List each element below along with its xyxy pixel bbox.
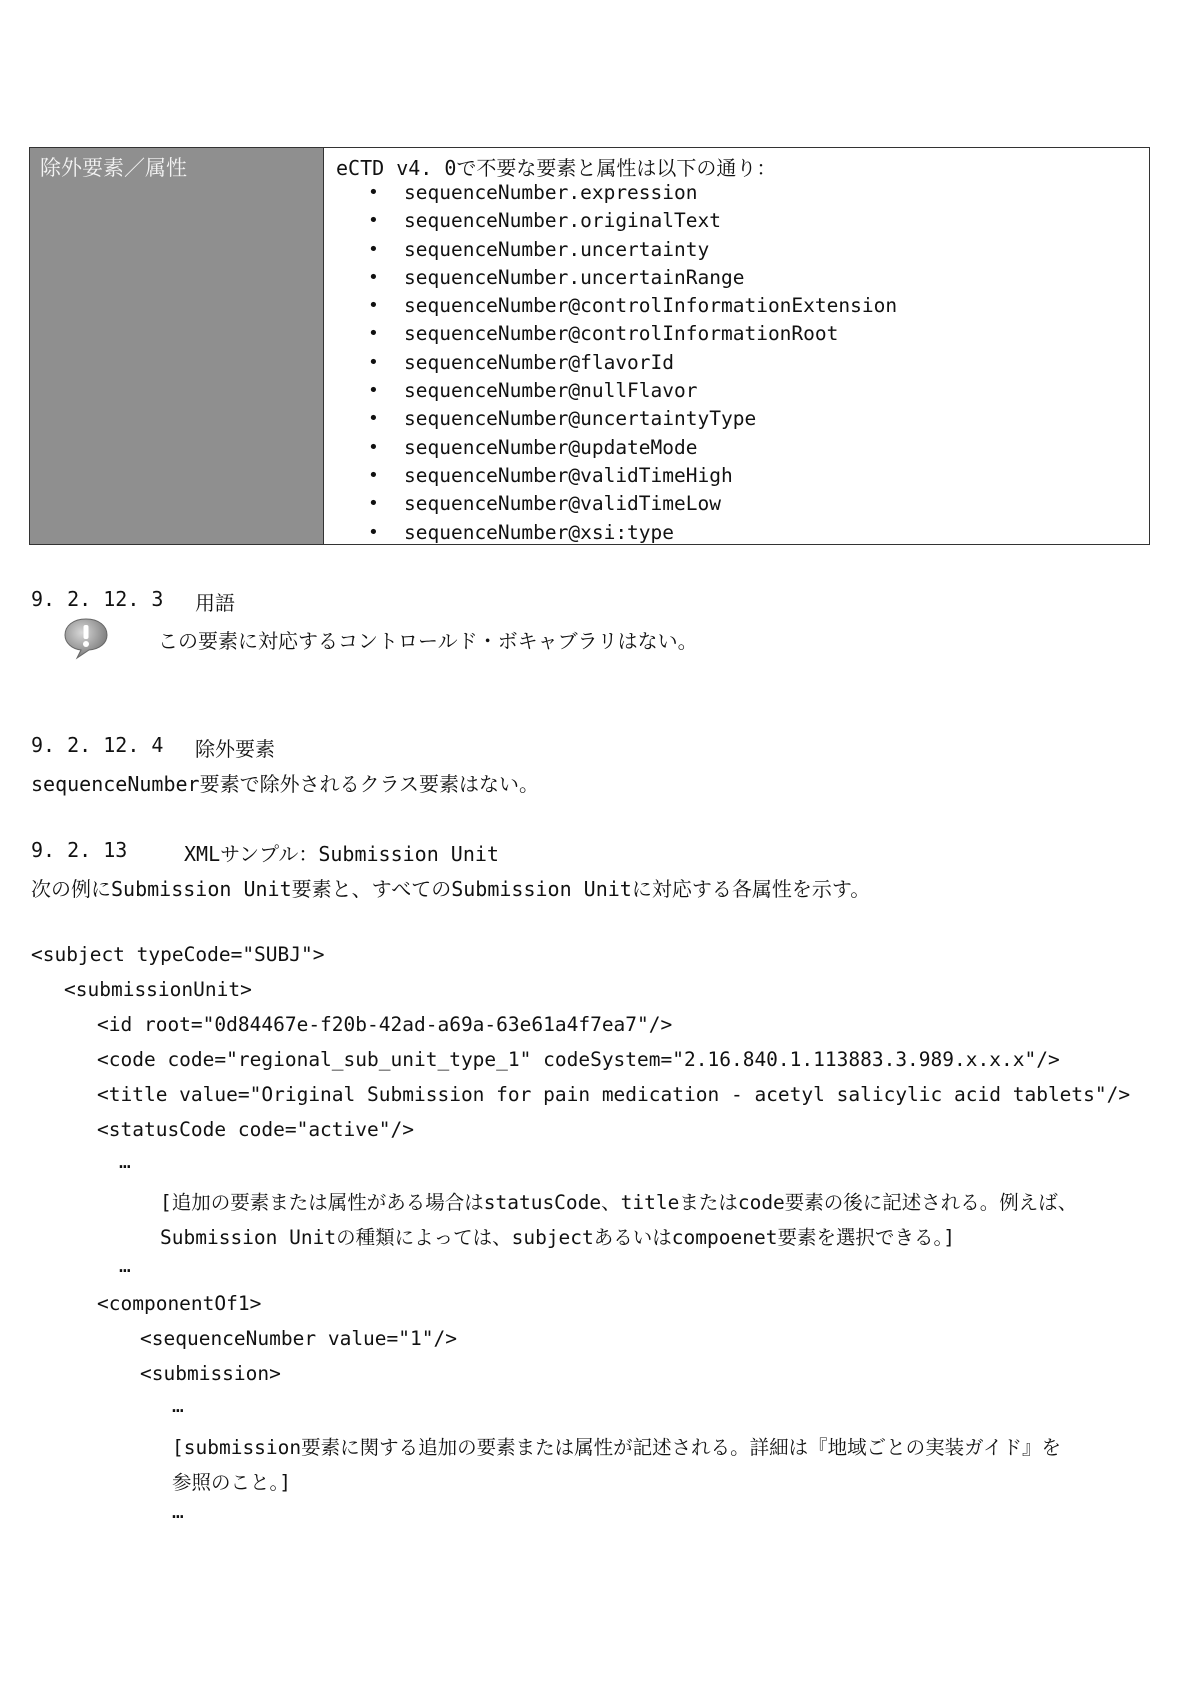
- excluded-item-text: sequenceNumber.uncertainty: [404, 237, 710, 261]
- excluded-item-text: sequenceNumber@validTimeLow: [404, 492, 721, 516]
- excluded-body: sequenceNumber要素で除外されるクラス要素はない。: [31, 772, 539, 796]
- table-label: 除外要素／属性: [40, 156, 187, 180]
- excluded-item-text: sequenceNumber@controlInformationExtension: [404, 294, 898, 318]
- excluded-item-text: sequenceNumber.expression: [404, 181, 698, 204]
- excluded-item: [324, 377, 897, 405]
- sample-body: 次の例にSubmission Unit要素と、すべてのSubmission Unitに対応する各属性を示す。: [31, 877, 871, 901]
- excluded-item: [324, 179, 897, 207]
- code-note: 参照のこと。]: [172, 1471, 291, 1494]
- excluded-list: [324, 179, 897, 547]
- code-line: <statusCode code="active"/>: [97, 1118, 414, 1141]
- excluded-item-text: sequenceNumber@xsi:type: [404, 520, 675, 544]
- section-number-terms: 9. 2. 12. 3: [31, 587, 164, 611]
- section-number-sample: 9. 2. 13: [31, 838, 128, 862]
- code-line: <sequenceNumber value="1"/>: [140, 1327, 457, 1350]
- section-number-excluded: 9. 2. 12. 4: [31, 733, 164, 757]
- bullet-marker: •: [368, 323, 379, 345]
- bullet-marker: •: [368, 493, 379, 515]
- excluded-item-text: sequenceNumber@nullFlavor: [404, 379, 698, 403]
- excluded-item: [324, 349, 897, 377]
- excluded-item: [324, 462, 897, 490]
- excluded-item: [324, 405, 897, 433]
- code-line: <componentOf1>: [97, 1292, 262, 1315]
- code-line: <title value="Original Submission for pain medication - acetyl salicylic acid tablets"/>: [97, 1083, 1131, 1106]
- code-note: [submission要素に関する追加の要素または属性が記述される。詳細は『地域ごとの実装ガイド』を: [172, 1436, 1062, 1459]
- excluded-item: [324, 490, 897, 518]
- section-title-excluded: 除外要素: [195, 737, 275, 761]
- table-label-cell: [30, 148, 324, 544]
- code-note: [追加の要素または属性がある場合はstatusCode、titleまたはcode要素の後に記述される。例えば、: [160, 1191, 1078, 1214]
- code-line: <id root="0d84467e-f20b-42ad-a69a-63e61a4f7ea7"/>: [97, 1013, 673, 1036]
- code-ellipsis: …: [172, 1500, 184, 1523]
- bullet-marker: •: [368, 295, 379, 317]
- bullet-marker: •: [368, 436, 379, 458]
- bullet-marker: •: [368, 464, 379, 486]
- excluded-item-text: sequenceNumber.originalText: [404, 209, 721, 233]
- code-ellipsis: …: [119, 1150, 131, 1173]
- excluded-item: [324, 292, 897, 320]
- excluded-item: [324, 264, 897, 292]
- excluded-item-text: sequenceNumber.uncertainRange: [404, 265, 745, 289]
- table-intro: eCTD v4. 0で不要な要素と属性は以下の通り：: [336, 156, 777, 180]
- section-title-sample: XMLサンプル：Submission Unit: [184, 842, 499, 866]
- code-ellipsis: …: [172, 1394, 184, 1417]
- code-ellipsis: …: [119, 1254, 131, 1277]
- excluded-item: [324, 207, 897, 235]
- bullet-marker: •: [368, 408, 379, 430]
- bullet-marker: •: [368, 351, 379, 373]
- terms-note: この要素に対応するコントロールド・ボキャブラリはない。: [158, 629, 698, 653]
- excluded-item-text: sequenceNumber@uncertaintyType: [404, 407, 757, 431]
- table-content-cell: [324, 148, 1149, 544]
- excluded-elements-table: [29, 147, 1150, 545]
- bullet-marker: •: [368, 380, 379, 402]
- info-bubble-icon: [63, 616, 109, 660]
- excluded-item-text: sequenceNumber@flavorId: [404, 350, 675, 374]
- excluded-item-text: sequenceNumber@validTimeHigh: [404, 463, 733, 487]
- bullet-marker: •: [368, 238, 379, 260]
- section-title-terms: 用語: [195, 591, 235, 615]
- excluded-item-text: sequenceNumber@updateMode: [404, 435, 698, 459]
- code-line: <submission>: [140, 1362, 281, 1385]
- excluded-item: [324, 434, 897, 462]
- bullet-marker: •: [368, 266, 379, 288]
- excluded-item: [324, 320, 897, 348]
- bullet-marker: •: [368, 521, 379, 543]
- excluded-item: [324, 236, 897, 264]
- bullet-marker: •: [368, 210, 379, 232]
- bullet-marker: •: [368, 182, 379, 203]
- code-line: <submissionUnit>: [64, 978, 252, 1001]
- excluded-item: [324, 519, 897, 547]
- code-note: Submission Unitの種類によっては、subjectあるいはcompoenet要素を選択できる。]: [160, 1226, 955, 1249]
- code-line: <code code="regional_sub_unit_type_1" codeSystem="2.16.840.1.113883.3.989.x.x.x"/>: [97, 1048, 1060, 1071]
- excluded-item-text: sequenceNumber@controlInformationRoot: [404, 322, 839, 346]
- code-line: <subject typeCode="SUBJ">: [31, 943, 325, 966]
